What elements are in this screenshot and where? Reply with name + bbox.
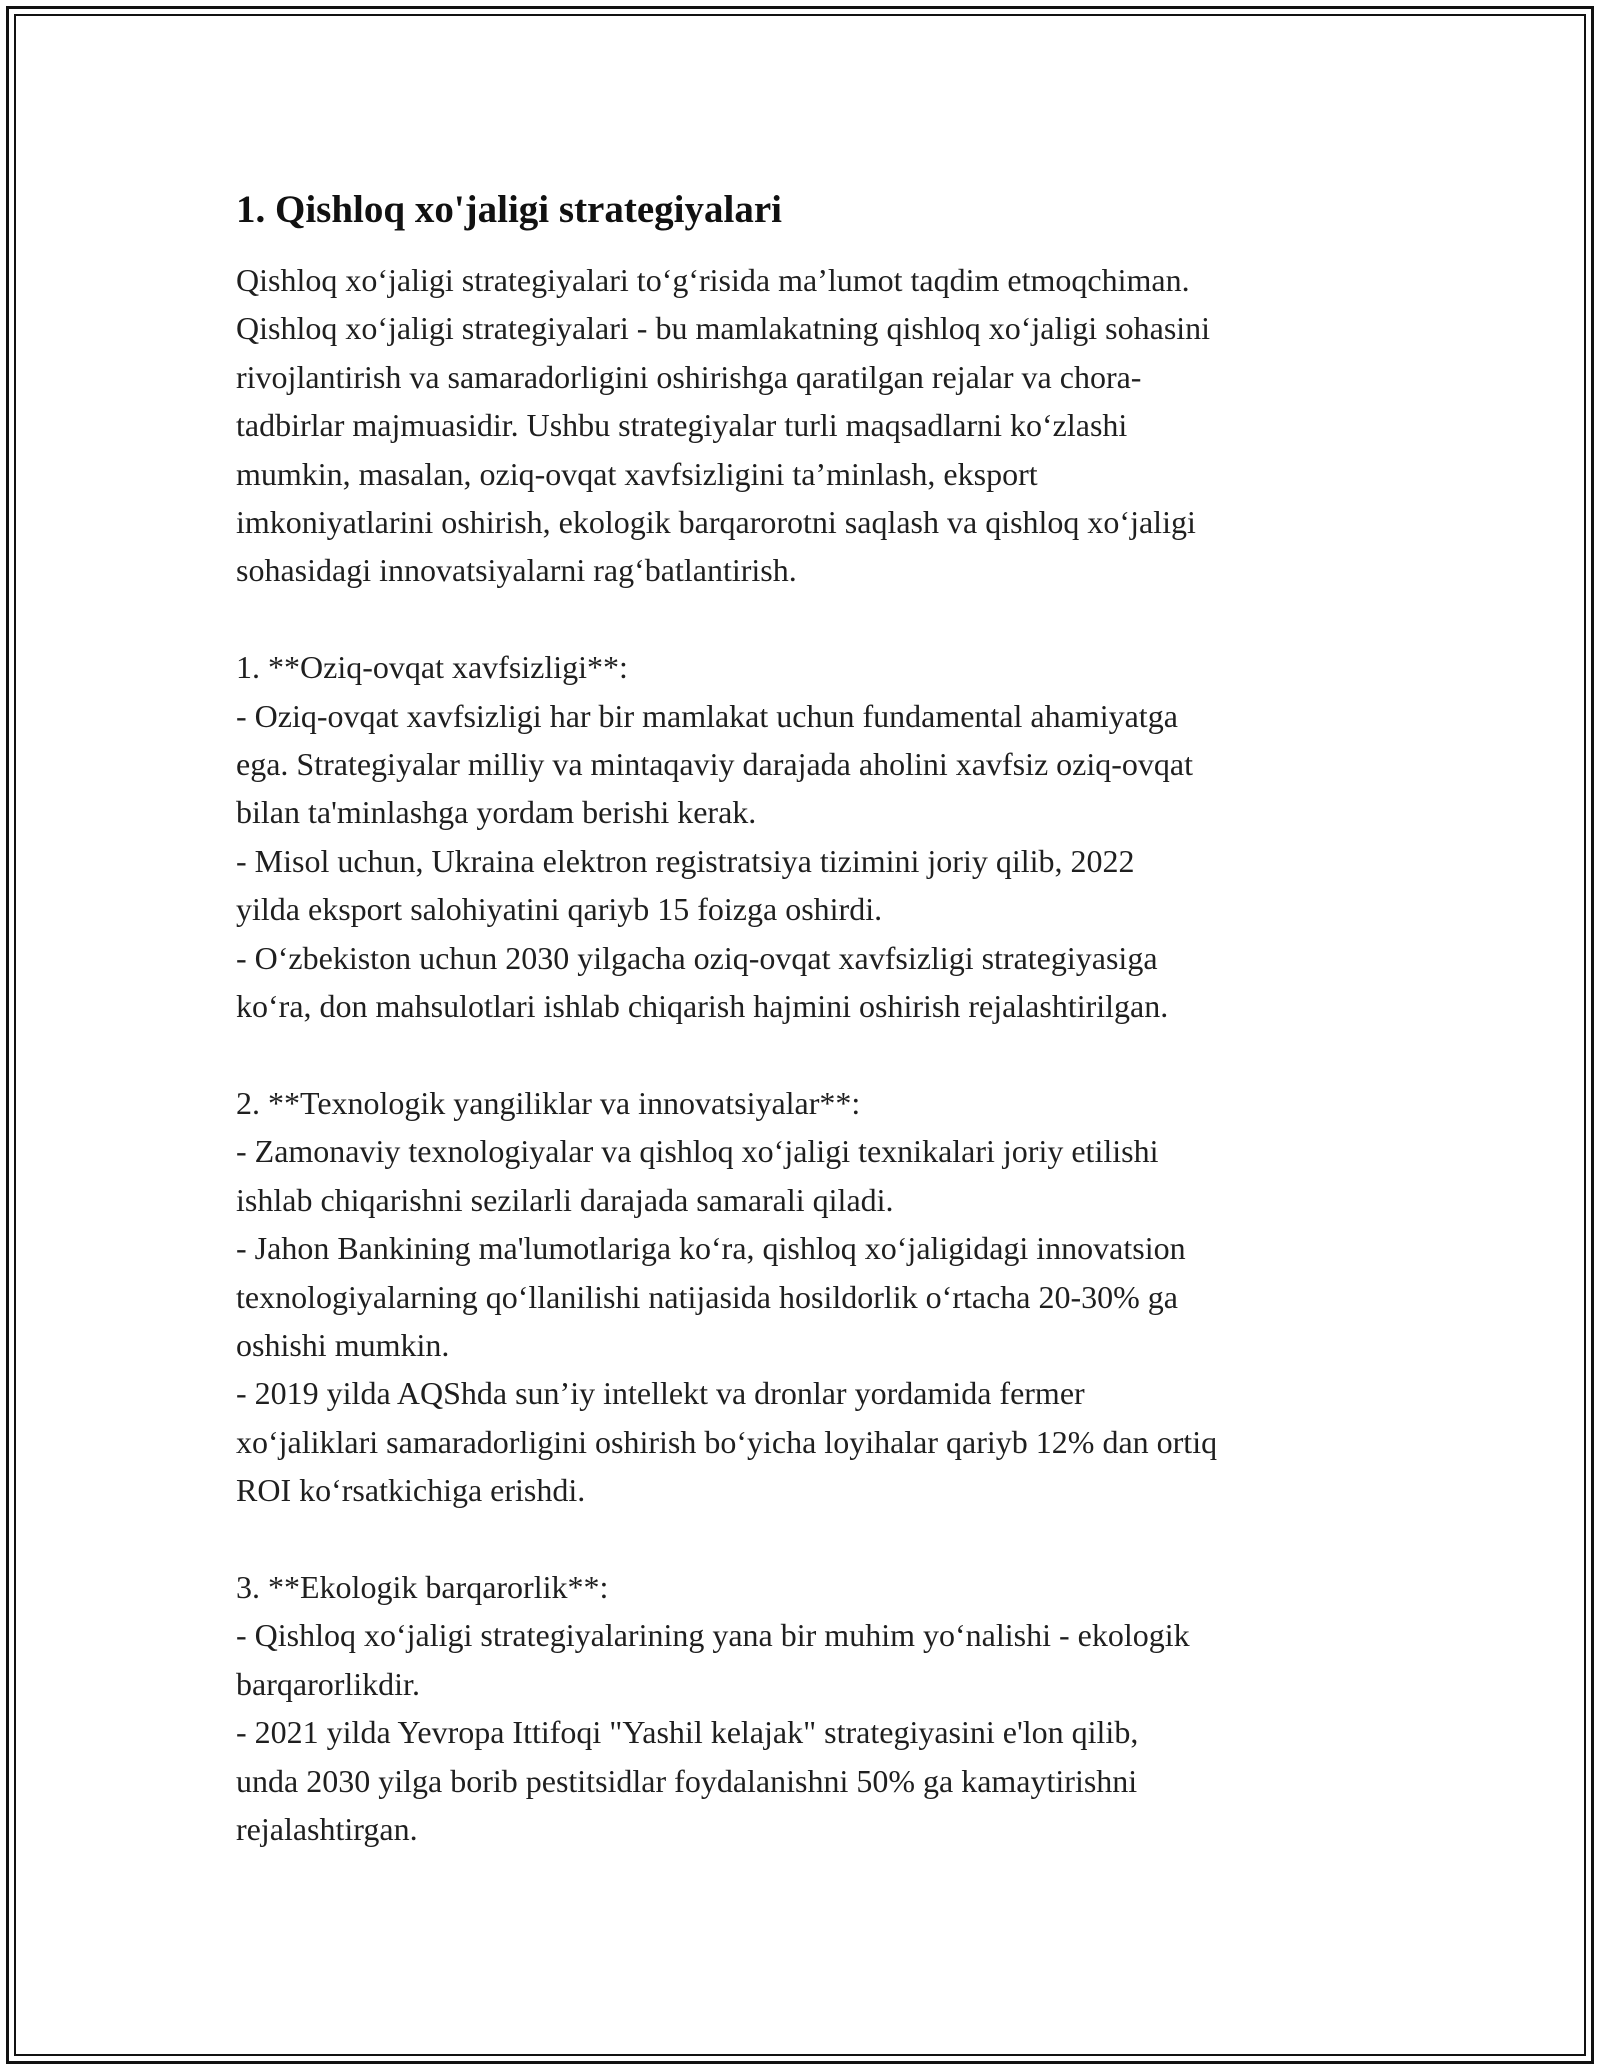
bullet-item: - O‘zbekiston uchun 2030 yilgacha oziq-ovqat xavfsizligi strategiyasiga ko‘ra, don mahsulotlari ishlab chiqarish hajmini oshirish rejalashtirilgan.: [236, 939, 1169, 1025]
section-technology-innovation: [236, 1079, 1366, 1515]
bullet-item: - Jahon Bankining ma'lumotlariga ko‘ra, qishloq xo‘jaligidagi innovatsion texnologiyalarning qo‘llanilishi natijasida hosildorlik o‘rtacha 20-30% ga oshishi mumkin.: [236, 1230, 1186, 1363]
section-ecological-sustainability: [236, 1563, 1366, 1853]
section-food-security: [236, 643, 1366, 1030]
bullet-item: - Misol uchun, Ukraina elektron registratsiya tizimini joriy qilib, 2022 yilda eksport salohiyatini qariyb 15 foizga oshirdi.: [236, 842, 1135, 928]
bullet-item: - Qishloq xo‘jaligi strategiyalarining yana bir muhim yo‘nalishi - ekologik barqarorlikdir.: [236, 1617, 1190, 1702]
bullet-item: - Oziq-ovqat xavfsizligi har bir mamlakat uchun fundamental ahamiyatga ega. Strategiyalar milliy va mintaqaviy darajada aholini xavfsiz oziq-ovqat bilan ta'minlashga yordam berishi kerak.: [236, 697, 1193, 831]
document-body: [236, 186, 1366, 1853]
section-heading: 3. **Ekologik barqarorlik**:: [236, 1568, 609, 1605]
section-spacer: [236, 595, 1366, 643]
bullet-item: - 2021 yilda Yevropa Ittifoqi "Yashil kelajak" strategiyasini e'lon qilib, unda 2030 yilga borib pestitsidlar foydalanishni 50% ga kamaytirishni rejalashtirgan.: [236, 1714, 1139, 1847]
section-spacer: [236, 1030, 1366, 1078]
intro-paragraph: Qishloq xo‘jaligi strategiyalari to‘g‘risida ma’lumot taqdim etmoqchiman. Qishloq xo‘jaligi strategiyalari - bu mamlakatning qishloq xo‘jaligi sohasini rivojlantirish va samaradorligini oshirishga qaratilgan rejalar va chora- tadbirlar majmuasidir. Ushbu strategiyalar turli maqsadlarni ko‘zlashi mumkin, masalan, oziq-ovqat xavfsizligini ta’minlash, eksport imkoniyatlarini oshirish, ekologik barqarorotni saqlash va qishloq xo‘jaligi sohasidagi innovatsiyalarni rag‘batlantirish.: [236, 262, 1211, 589]
bullet-item: - Zamonaviy texnologiyalar va qishloq xo‘jaligi texnikalari joriy etilishi ishlab chiqarishni sezilarli darajada samarali qiladi.: [236, 1133, 1159, 1218]
section-heading: 2. **Texnologik yangiliklar va innovatsiyalar**:: [236, 1084, 861, 1121]
section-spacer: [236, 1515, 1366, 1563]
section-heading: 1. **Oziq-ovqat xavfsizligi**:: [236, 649, 628, 686]
document-title: 1. Qishloq xo'jaligi strategiyalari: [236, 188, 782, 231]
bullet-item: - 2019 yilda AQShda sun’iy intellekt va dronlar yordamida fermer xo‘jaliklari samaradorligini oshirish bo‘yicha loyihalar qariyb 12% dan ortiq ROI ko‘rsatkichiga erishdi.: [236, 1375, 1218, 1509]
